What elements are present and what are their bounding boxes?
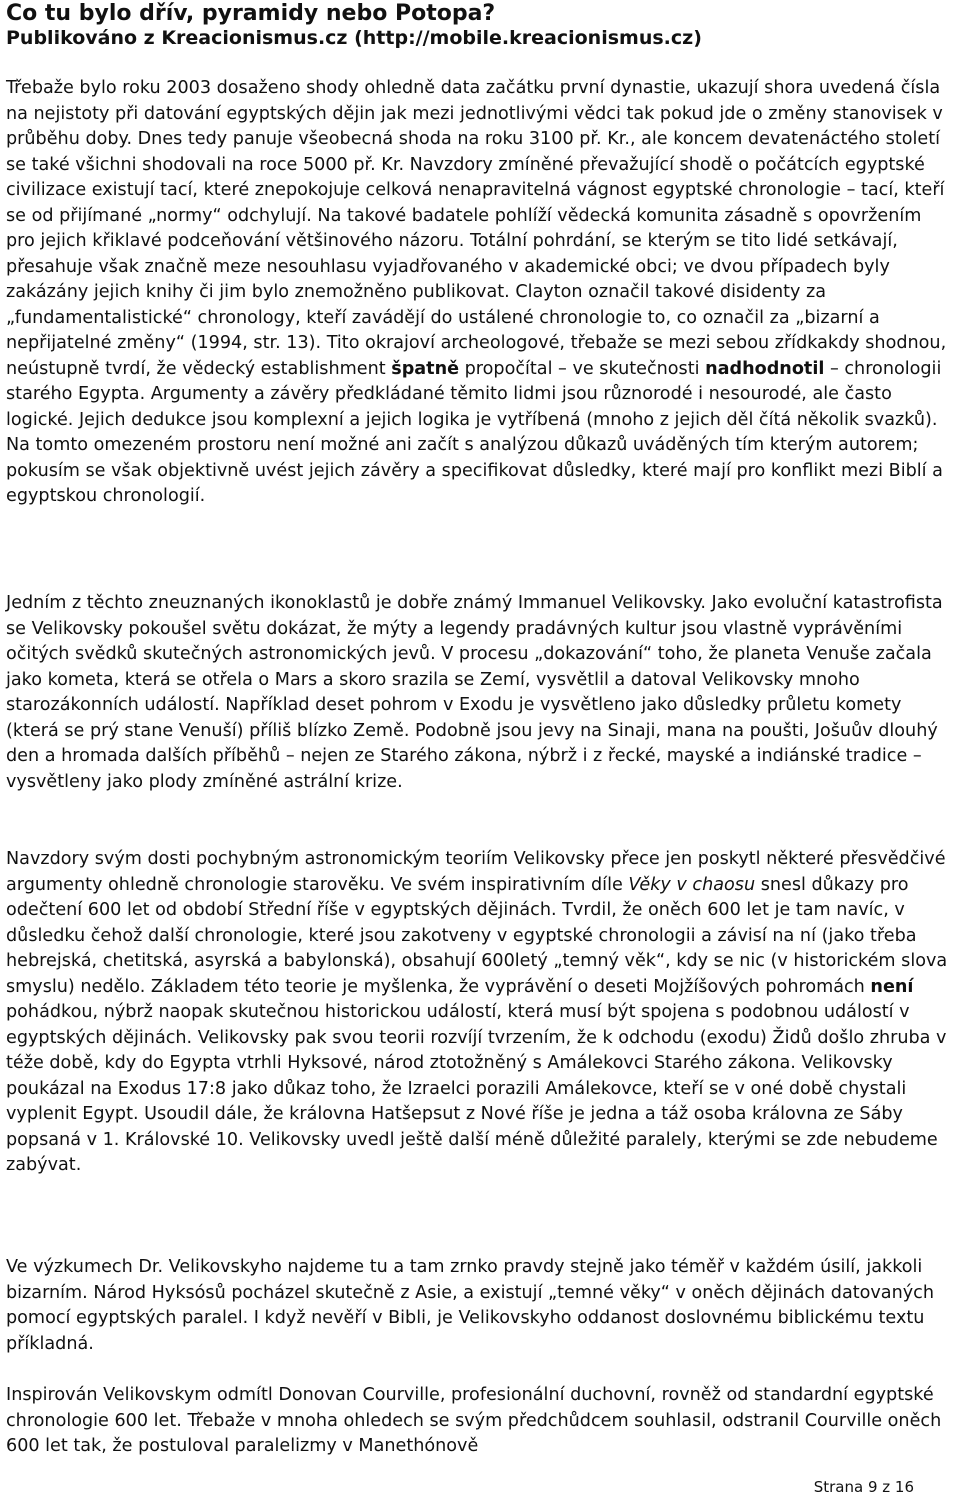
paragraph-3-book-title: Věky v chaosu — [628, 874, 756, 895]
paragraph-3-text-a: Navzdory svým dosti pochybným astronomickým teoriím Velikovsky přece jen poskytl některé přesvědčivé argumenty ohledně chronologie starověku. Ve svém inspirativním díle — [6, 849, 946, 895]
document-source: Publikováno z Kreacionismus.cz (http://mobile.kreacionismus.cz) — [6, 27, 702, 49]
paragraph-2: Jedním z těchto zneuznaných ikonoklastů je dobře známý Immanuel Velikovsky. Jako evoluční katastrofista se Velikovsky pokoušel světu dokázat, že mýty a legendy pradávných kultur jsou vlastně vyprávěními očitých svědků skutečných astronomických jevů. V procesu „dokazování“ toho, že planeta Venuše začala jako kometa, která se otřela o Mars a skoro srazila se Zemí, vysvětlil a datoval Velikovsky mnoho starozákonních událostí. Například deset pohrom v Exodu je vysvětleno jako důsledky průletu komety (která se prý stane Venuší) příliš blízko Země. Podobně jsou jevy na Sinaji, mana na poušti, Jošuův dlouhý den a hromada dalších příběhů – nejen ze Starého zákona, nýbrž i z řecké, mayské a indiánské tradice – vysvětleny jako plody zmíněné astrální krize. — [6, 593, 943, 792]
paragraph-3 — [6, 847, 954, 1179]
paragraph-4: Ve výzkumech Dr. Velikovskyho najdeme tu a tam zrnko pravdy stejně jako téměř v každém úsilí, jakkoli bizarním. Národ Hyksósů pocházel skutečně z Asie, a existují „temné věky“ v oněch dějinách datovaných pomocí egyptských paralel. I když nevěří v Bibli, je Velikovskyho oddanost doslovnému biblickému textu příkladná. — [6, 1257, 934, 1354]
paragraph-3-bold: není — [870, 976, 914, 997]
document-title: Co tu bylo dřív, pyramidy nebo Potopa? — [6, 1, 496, 26]
paragraph-1-text-b: propočítal – ve skutečnosti — [459, 358, 706, 379]
paragraph-3-text-c: pohádkou, nýbrž naopak skutečnou historickou událostí, která musí být spojena s podobnou událostí v egyptských dějinách. Velikovsky pak svou teorii rozvíjí tvrzením, že k odchodu (exodu) Židů došlo zhruba v téže době, kdy do Egypta vtrhli Hyksové, národ ztotožněný s Amálekovci Starého zákona. Velikovsky poukázal na Exodus 17:8 jako důkaz toho, že Izraelci porazili Amálekovce, kteří se v oné době chystali vyplenit Egypt. Usoudil dále, že královna Hatšepsut z Nové říše je jedna a táž osoba královna ze Sáby popsaná v 1. Královské 10. Velikovsky uvedl ještě další méně důležité paralely, kterými se zde nebudeme zabývat. — [6, 1002, 947, 1175]
paragraph-3-text-b: snesl důkazy pro odečtení 600 let od období Střední říše v egyptských dějinách. Tvrdil, že oněch 600 let je tam navíc, v důsledku čehož další chronologie, které jsou zakotveny v egyptské chronologii a závisí na ní (jako třeba hebrejská, chetitská, asyrská a babylonská), obsahují 600letý „temný věk“, kdy se nic (v historickém slova smyslu) nedělo. Základem této teorie je myšlenka, že vyprávění o deseti Mojžíšových pohromách — [6, 874, 948, 997]
page-number: Strana 9 z 16 — [813, 1478, 914, 1496]
paragraph-1-text-c: – chronologii starého Egypta. Argumenty a závěry předkládané těmito lidmi jsou různorodé i nesourodé, ale často logické. Jejich dedukce jsou komplexní a jejich logika je vytříbená (mnoho z jejich děl čítá několik svazků). Na tomto omezeném prostoru není možné ani začít s analýzou důkazů uváděných tím kterým autorem; pokusím se však objektivně uvést jejich závěry a specifikovat důsledky, které mají pro konflikt mezi Biblí a egyptskou chronologií. — [6, 358, 943, 506]
paragraph-5: Inspirován Velikovskym odmítl Donovan Courville, profesionální duchovní, rovněž od standardní egyptské chronologie 600 let. Třebaže v mnoha ohledech se svým předchůdcem souhlasil, odstranil Courville oněch 600 let tak, že postuloval paralelizmy v Manethónově — [6, 1385, 942, 1456]
paragraph-1-bold-b: nadhodnotil — [705, 358, 825, 379]
document-page — [6, 0, 954, 1456]
paragraph-1 — [6, 76, 954, 510]
paragraph-1-text-a: Třebaže bylo roku 2003 dosaženo shody ohledně data začátku první dynastie, ukazují shora uvedená čísla na nejistoty při datování egyptských dějin jak mezi jednotlivými vědci tak pokud jde o změny stanovisek v průběhu doby. Dnes tedy panuje všeobecná shoda na roku 3100 př. Kr., ale koncem devatenáctého století se také všichni shodovali na roce 5000 př. Kr. Navzdory zmíněné převažující shodě o počátcích egyptské civilizace existují tací, které znepokojuje celková nenapravitelná vágnost egyptské chronologie – tací, kteří se od přijímané „normy“ odchylují. Na takové badatele pohlíží vědecká komunita zásadně s opovržením pro jejich křiklavé podceňování většinového názoru. Totální pohrdání, se kterým se tito lidé setkávají, přesahuje však značně meze nesouhlasu vyjadřovaného v akademické obci; ve dvou případech byly zakázány jejich knihy či jim bylo znemožněno publikovat. Clayton označil takové disidenty za „fundamentalistické“ chronology, kteří zavádějí do ustálené chronologie to, co označil za „bizarní a nepřijatelné změny“ (1994, str. 13). Tito okrajoví archeologové, třebaže se mezi sebou zřídkakdy shodnou, neústupně tvrdí, že vědecký establishment — [6, 78, 947, 379]
paragraph-1-bold-a: špatně — [391, 358, 460, 379]
